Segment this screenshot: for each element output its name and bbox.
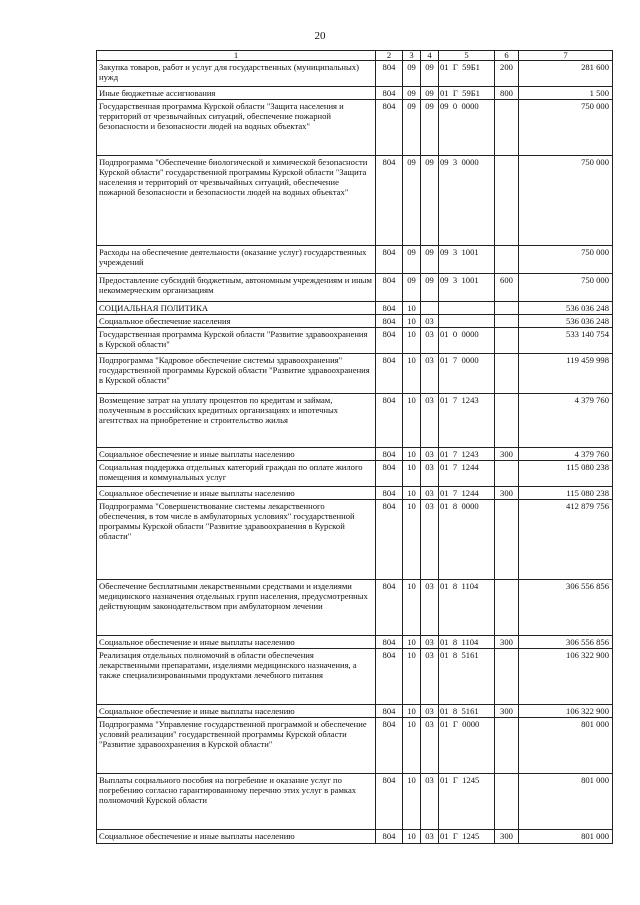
row-amount: 750 000 [519,100,613,156]
row-section: 10 [403,718,421,774]
row-name: Реализация отдельных полномочий в области обеспечения лекарственными препаратами, изделиями медицинского назначения, а также специализированными продуктами лечебного питания [97,649,376,705]
row-subsection: 03 [421,500,439,580]
row-target-article [439,315,495,328]
row-admin-code: 804 [376,274,403,302]
row-target-article: 01 Г 1245 [439,830,495,844]
header-cell: 2 [376,51,403,61]
row-target-article: 01 8 0000 [439,500,495,580]
row-expense-type: 300 [495,448,519,461]
row-target-article: 01 8 5161 [439,705,495,718]
row-expense-type [495,774,519,830]
table-row [97,246,613,274]
row-amount: 533 140 754 [519,328,613,354]
row-section: 10 [403,705,421,718]
row-name: Иные бюджетные ассигнования [97,87,376,100]
row-amount: 306 556 856 [519,580,613,636]
row-subsection [421,302,439,315]
row-section: 10 [403,448,421,461]
row-name: Социальное обеспечение населения [97,315,376,328]
row-admin-code: 804 [376,500,403,580]
row-target-article: 09 0 0000 [439,100,495,156]
row-target-article: 01 7 0000 [439,354,495,394]
row-admin-code: 804 [376,328,403,354]
row-admin-code: 804 [376,87,403,100]
table-row [97,274,613,302]
row-subsection: 09 [421,156,439,246]
row-subsection: 03 [421,328,439,354]
row-admin-code: 804 [376,156,403,246]
row-expense-type: 600 [495,274,519,302]
row-expense-type: 300 [495,636,519,649]
row-admin-code: 804 [376,315,403,328]
row-amount: 4 379 760 [519,448,613,461]
row-admin-code: 804 [376,61,403,87]
row-target-article: 01 7 1244 [439,461,495,487]
row-name: Подпрограмма "Обеспечение биологической и химической безопасности Курской области" государственной программы Курской области "Защита населения и территорий от чрезвычайных ситуаций, обеспечение пожарной безопасности и безопасности людей на водных объектах" [97,156,376,246]
table-row [97,487,613,500]
row-expense-type [495,354,519,394]
row-name: Предоставление субсидий бюджетным, автономным учреждениям и иным некоммерческим организациям [97,274,376,302]
row-admin-code: 804 [376,774,403,830]
row-amount: 281 600 [519,61,613,87]
row-target-article: 01 7 1243 [439,394,495,448]
row-amount: 106 322 900 [519,649,613,705]
table-row [97,461,613,487]
row-admin-code: 804 [376,302,403,315]
row-target-article: 01 Г 0000 [439,718,495,774]
row-expense-type: 300 [495,830,519,844]
row-subsection: 03 [421,774,439,830]
page-number: 20 [314,30,326,42]
row-target-article: 01 7 1244 [439,487,495,500]
table-row [97,302,613,315]
row-expense-type [495,500,519,580]
row-expense-type: 300 [495,487,519,500]
table-header-row [97,51,613,61]
row-name: Расходы на обеспечение деятельности (оказание услуг) государственных учреждений [97,246,376,274]
row-subsection: 03 [421,580,439,636]
table-row [97,774,613,830]
table-row [97,830,613,844]
row-section: 09 [403,100,421,156]
table-row [97,156,613,246]
budget-table [96,50,613,844]
table-row [97,649,613,705]
row-section: 10 [403,461,421,487]
row-amount: 106 322 900 [519,705,613,718]
row-amount: 119 459 998 [519,354,613,394]
row-section: 10 [403,500,421,580]
row-target-article: 01 8 1104 [439,580,495,636]
row-name: Социальное обеспечение и иные выплаты населению [97,636,376,649]
table-row [97,354,613,394]
row-subsection: 09 [421,61,439,87]
row-section: 10 [403,649,421,705]
header-cell: 5 [439,51,495,61]
row-expense-type [495,302,519,315]
row-subsection: 03 [421,705,439,718]
table-row [97,87,613,100]
row-section: 10 [403,830,421,844]
row-target-article: 09 3 1001 [439,274,495,302]
row-target-article: 01 7 1243 [439,448,495,461]
row-name: Социальное обеспечение и иные выплаты населению [97,448,376,461]
row-admin-code: 804 [376,649,403,705]
row-subsection: 03 [421,354,439,394]
row-section: 09 [403,87,421,100]
row-subsection: 09 [421,87,439,100]
row-admin-code: 804 [376,705,403,718]
header-cell: 1 [97,51,376,61]
row-name: Социальное обеспечение и иные выплаты населению [97,705,376,718]
row-expense-type [495,246,519,274]
row-subsection: 03 [421,487,439,500]
row-amount: 801 000 [519,830,613,844]
row-section: 10 [403,394,421,448]
row-section: 10 [403,328,421,354]
row-expense-type: 200 [495,61,519,87]
row-section: 10 [403,636,421,649]
row-section: 10 [403,487,421,500]
row-section: 10 [403,302,421,315]
row-subsection: 03 [421,448,439,461]
row-target-article [439,302,495,315]
row-name: Социальное обеспечение и иные выплаты населению [97,487,376,500]
row-expense-type [495,461,519,487]
row-amount: 801 000 [519,718,613,774]
row-admin-code: 804 [376,354,403,394]
row-name: Выплаты социального пособия на погребение и оказание услуг по погребению согласно гарантированному перечню этих услуг в рамках полномочий Курской области [97,774,376,830]
row-amount: 750 000 [519,246,613,274]
row-amount: 115 080 238 [519,487,613,500]
row-name: Государственная программа Курской области "Развитие здравоохранения в Курской области" [97,328,376,354]
row-subsection: 09 [421,274,439,302]
table-row [97,580,613,636]
table-row [97,394,613,448]
table-row [97,61,613,87]
row-subsection: 03 [421,649,439,705]
row-section: 09 [403,246,421,274]
row-admin-code: 804 [376,830,403,844]
row-admin-code: 804 [376,394,403,448]
row-section: 09 [403,274,421,302]
row-admin-code: 804 [376,100,403,156]
row-section: 10 [403,580,421,636]
row-expense-type [495,649,519,705]
row-admin-code: 804 [376,487,403,500]
row-expense-type [495,315,519,328]
row-section: 10 [403,354,421,394]
table-row [97,500,613,580]
row-target-article: 01 Г 59Б1 [439,61,495,87]
table-row [97,100,613,156]
row-name: СОЦИАЛЬНАЯ ПОЛИТИКА [97,302,376,315]
row-amount: 750 000 [519,274,613,302]
row-admin-code: 804 [376,636,403,649]
row-amount: 1 500 [519,87,613,100]
table-body [97,51,613,844]
header-cell: 4 [421,51,439,61]
table-row [97,328,613,354]
row-name: Закупка товаров, работ и услуг для государственных (муниципальных) нужд [97,61,376,87]
row-target-article: 01 Г 1245 [439,774,495,830]
table-row [97,315,613,328]
row-subsection: 03 [421,315,439,328]
table-row [97,705,613,718]
row-admin-code: 804 [376,246,403,274]
row-subsection: 09 [421,100,439,156]
row-expense-type [495,100,519,156]
header-cell: 3 [403,51,421,61]
row-subsection: 03 [421,718,439,774]
row-section: 10 [403,774,421,830]
row-target-article: 01 0 0000 [439,328,495,354]
row-target-article: 01 8 1104 [439,636,495,649]
row-expense-type: 800 [495,87,519,100]
table-row [97,636,613,649]
row-section: 09 [403,156,421,246]
row-expense-type [495,580,519,636]
row-subsection: 03 [421,394,439,448]
row-amount: 4 379 760 [519,394,613,448]
row-section: 09 [403,61,421,87]
row-name: Социальная поддержка отдельных категорий граждан по оплате жилого помещения и коммунальных услуг [97,461,376,487]
row-target-article: 01 Г 59Б1 [439,87,495,100]
row-subsection: 03 [421,636,439,649]
table-row [97,448,613,461]
header-cell: 7 [519,51,613,61]
row-amount: 750 000 [519,156,613,246]
row-amount: 412 879 756 [519,500,613,580]
row-name: Государственная программа Курской области "Защита населения и территорий от чрезвычайных ситуаций, обеспечение пожарной безопасности и безопасности людей на водных объектах" [97,100,376,156]
row-subsection: 09 [421,246,439,274]
row-amount: 306 556 856 [519,636,613,649]
row-admin-code: 804 [376,580,403,636]
row-expense-type: 300 [495,705,519,718]
row-target-article: 01 8 5161 [439,649,495,705]
row-name: Подпрограмма "Кадровое обеспечение системы здравоохранения" государственной программы Курской области "Развитие здравоохранения в Курской области" [97,354,376,394]
row-amount: 536 036 248 [519,315,613,328]
header-cell: 6 [495,51,519,61]
row-name: Социальное обеспечение и иные выплаты населению [97,830,376,844]
row-subsection: 03 [421,461,439,487]
row-expense-type [495,718,519,774]
row-target-article: 09 3 1001 [439,246,495,274]
row-amount: 801 000 [519,774,613,830]
row-section: 10 [403,315,421,328]
row-admin-code: 804 [376,461,403,487]
row-target-article: 09 3 0000 [439,156,495,246]
row-expense-type [495,394,519,448]
table-row [97,718,613,774]
row-subsection: 03 [421,830,439,844]
row-name: Возмещение затрат на уплату процентов по кредитам и займам, полученным в российских кредитных организациях и ипотечных агентствах на приобретение и строительство жилья [97,394,376,448]
row-admin-code: 804 [376,448,403,461]
row-name: Обеспечение бесплатными лекарственными средствами и изделиями медицинского назначения отдельных групп населения, предусмотренных действующим законодательством при амбулаторном лечении [97,580,376,636]
row-expense-type [495,156,519,246]
row-amount: 536 036 248 [519,302,613,315]
row-amount: 115 080 238 [519,461,613,487]
row-expense-type [495,328,519,354]
row-name: Подпрограмма "Управление государственной программой и обеспечение условий реализации" государственной программы Курской области "Развитие здравоохранения в Курской области" [97,718,376,774]
row-admin-code: 804 [376,718,403,774]
row-name: Подпрограмма "Совершенствование системы лекарственного обеспечения, в том числе в амбулаторных условиях" государственной программы Курской области "Развитие здравоохранения в Курской области" [97,500,376,580]
